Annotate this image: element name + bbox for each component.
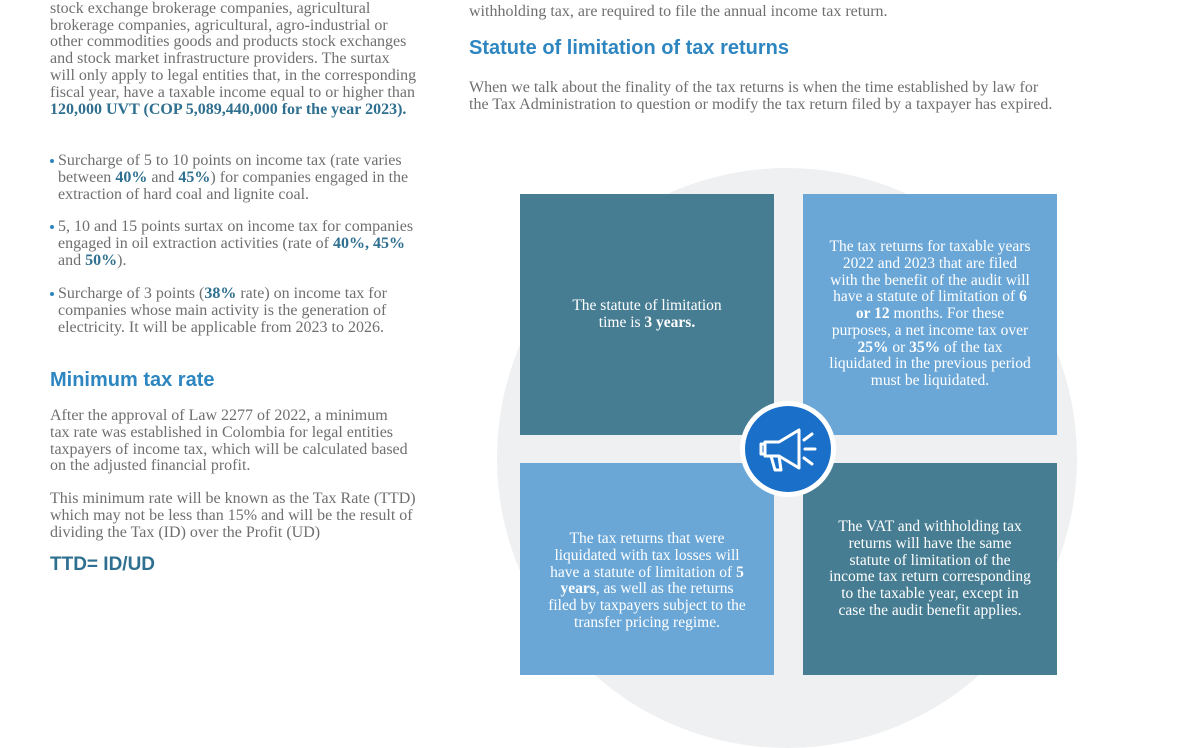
- paragraph-line: This minimum rate will be known as the Tax Rate (TTD): [50, 490, 416, 507]
- bullet-text: Surcharge of 5 to 10 points on income tax (rate varies: [58, 152, 402, 169]
- paragraph-line: on the adjusted financial profit.: [50, 457, 251, 475]
- text: The tax returns that were liquidated with tax losses will have a statute of limitation of: [550, 530, 740, 581]
- text: ).: [117, 251, 127, 269]
- bullet-text: [58, 236, 443, 253]
- text: engaged in oil extraction activities (rate of: [58, 234, 333, 252]
- rate-value: 40%: [115, 168, 148, 186]
- duration-value: 6 or 12: [855, 288, 1027, 323]
- text: rate) on income tax for: [236, 285, 387, 302]
- intro-threshold: 120,000 UVT (COP 5,089,440,000 for the year 2023).: [50, 100, 407, 118]
- text: and: [58, 251, 86, 269]
- text: ) for companies engaged in the: [210, 168, 409, 186]
- intro-line: stock exchange brokerage companies, agricultural: [50, 0, 371, 17]
- megaphone-icon: [745, 406, 831, 492]
- text: of the tax liquidated in the previous period must be liquidated.: [829, 338, 1031, 390]
- text: Surcharge of 3 points (: [58, 285, 205, 302]
- rate-value: 38%: [204, 285, 237, 302]
- bullet-text: companies whose main activity is the generation of: [58, 301, 387, 319]
- megaphone-circle: [745, 406, 831, 492]
- bullet-text: extraction of hard coal and lignite coal.: [58, 185, 310, 203]
- rate-value: 40%, 45%: [333, 234, 405, 252]
- intro-line: other commodities goods and products stock exchanges: [50, 33, 407, 51]
- ttd-formula: TTD= ID/UD: [50, 554, 156, 575]
- bullet-text: [58, 253, 443, 270]
- duration-value: 3 years.: [644, 313, 696, 331]
- bullet-text: electricity. It will be applicable from 2023 to 2026.: [58, 318, 384, 336]
- paragraph-line: After the approval of Law 2277 of 2022, a minimum: [50, 407, 388, 424]
- intro-line: will only apply to legal entities that, in the corresponding: [50, 66, 417, 84]
- minimum-rate-paragraph-1: [50, 408, 440, 475]
- tile-text: [546, 531, 748, 632]
- text: months. For these purposes, a net income tax over: [831, 305, 1029, 339]
- statute-heading: Statute of limitation of tax returns: [469, 37, 790, 59]
- text: or: [888, 338, 910, 356]
- megaphone-badge: [740, 401, 836, 497]
- paragraph-line: tax rate was established in Colombia for legal entities: [50, 423, 394, 441]
- rate-value: 35%: [909, 338, 941, 356]
- statute-paragraph: [469, 80, 1109, 114]
- text: The tax returns for taxable years 2022 and 2023 that are filed with the benefit of the audit will have a statute of limitation of: [829, 237, 1031, 306]
- intro-line: brokerage companies, agricultural, agro-industrial or: [50, 16, 388, 34]
- minimum-tax-rate-heading: Minimum tax rate: [50, 369, 215, 391]
- tile-tax-losses: [520, 463, 774, 675]
- bullet-electricity-surcharge: [50, 286, 443, 336]
- minimum-rate-paragraph-2: [50, 491, 440, 541]
- text: time is: [598, 313, 645, 331]
- rate-value: 50%: [85, 251, 118, 269]
- text: The statute of limitation: [572, 296, 722, 314]
- bullet-text: [58, 170, 443, 187]
- paragraph-line: which may not be less than 15% and will be the result of: [50, 506, 413, 524]
- tile-statute-3-years: [520, 194, 774, 435]
- duration-value: 5 years: [560, 563, 744, 598]
- tile-vat-withholding: [803, 463, 1057, 675]
- paragraph-line: When we talk about the finality of the tax returns is when the time established by law for: [469, 79, 1039, 96]
- rate-value: 45%: [178, 168, 211, 186]
- tile-audit-benefit: [803, 194, 1057, 435]
- text: and: [147, 168, 179, 186]
- bullet-text: 5, 10 and 15 points surtax on income tax for companies: [58, 218, 414, 235]
- text: between: [58, 168, 116, 186]
- rate-value: 25%: [857, 338, 889, 356]
- intro-line: and stock market infrastructure providers. The surtax: [50, 50, 390, 68]
- tile-text: [829, 239, 1031, 390]
- tile-text: [572, 298, 721, 332]
- withholding-line: withholding tax, are required to file the annual income tax return.: [469, 3, 888, 20]
- paragraph-line: the Tax Administration to question or modify the tax return filed by a taxpayer has expired.: [469, 95, 1053, 113]
- intro-line: fiscal year, have a taxable income equal to or higher than: [50, 83, 415, 101]
- text: , as well as the returns filed by taxpayers subject to the transfer pricing regime.: [548, 580, 746, 631]
- bullet-text: [58, 286, 443, 303]
- bullet-coal-surcharge: [50, 153, 443, 203]
- surtax-intro-paragraph: [50, 0, 440, 118]
- paragraph-line: taxpayers of income tax, which will be calculated based: [50, 440, 408, 458]
- tile-text: The VAT and withholding tax returns will have the same statute of limitation of the income tax return corresponding to the taxable year, except in case the audit benefit applies.: [829, 518, 1031, 619]
- paragraph-line: dividing the Tax (ID) over the Profit (UD): [50, 523, 321, 541]
- bullet-oil-surtax: [50, 219, 443, 269]
